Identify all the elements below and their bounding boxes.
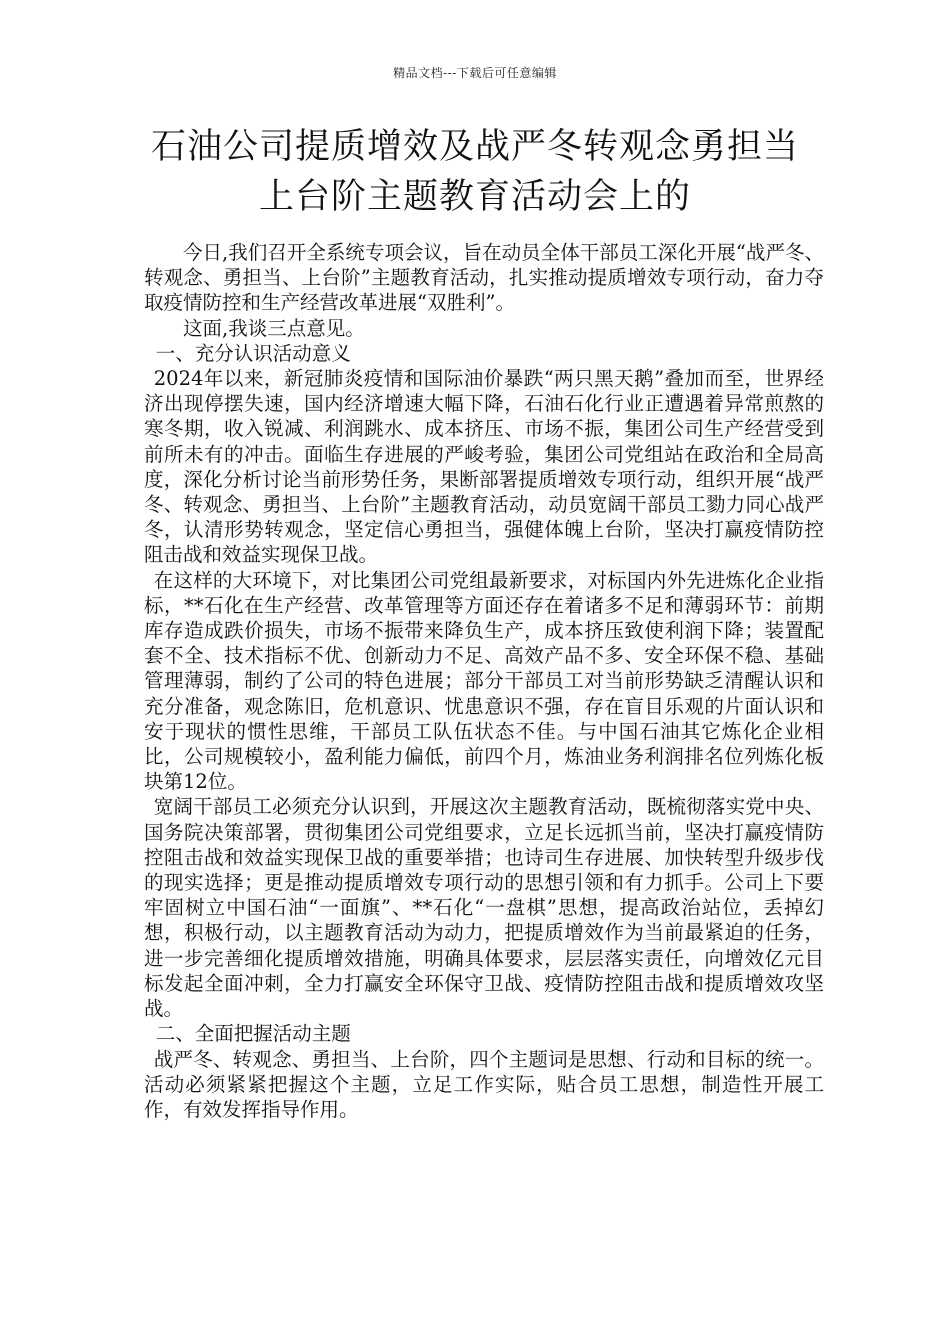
paragraph-recognition: 宽阔干部员工必须充分认识到，开展这次主题教育活动，既梳彻落实党中央、国务院决策部署，贯彻集团公司党组要求，立足长远抓当前，坚决打赢疫情防控阻击战和效益实现保卫战的重要举措；也诗司生存进展、加快转型升级步伐的现实选择；更是推动提质增效专项行动的思想引领和有力抓手。公司上下要牢固树立中国石油“一面旗”、**石化“一盘棋”思想，提高政治站位，丢掉幻想，积极行动，以主题教育活动为动力，把提质增效作为当前最紧迫的任务，进一步完善细化提质增效措施，明确具体要求，层层落实责任，向增效亿元目标发起全面冲刺，全力打赢安全环保守卫战、疫情防控阻击战和提质增效攻坚战。 [144,795,824,1021]
paragraph-background: 2024年以来，新冠肺炎疫情和国际油价暴跌“两只黑天鹅”叠加而至，世界经济出现停摆失速，国内经济增速大幅下降，石油石化行业正遭遇着异常煎熬的寒冬期，收入锐减、利润跳水、成本挤压、市场不振，集团公司生产经营受到前所未有的冲击。面临生存进展的严峻考验，集团公司党组站在政治和全局高度，深化分析讨论当前形势任务，果断部署提质增效专项行动，组织开展“战严冬、转观念、勇担当、上台阶”主题教育活动，动员宽阔干部员工勠力同心战严冬，认清形势转观念，坚定信心勇担当，强健体魄上台阶，坚决打赢疫情防控阻击战和效益实现保卫战。 [144,367,824,567]
section-heading-2: 二、全面把握活动主题 [155,1022,351,1046]
paragraph-intro: 今日,我们召开全系统专项会议，旨在动员全体干部员工深化开展“战严冬、转观念、勇担当、上台阶”主题教育活动，扎实推动提质增效专项行动，奋力夺取疫情防控和生产经营改革进展“双胜利”。 [144,241,824,315]
paragraph-weaknesses: 在这样的大环境下，对比集团公司党组最新要求，对标国内外先进炼化企业指标，**石化在生产经营、改革管理等方面还存在着诸多不足和薄弱环节：前期库存造成跌价损失，市场不振带来降负生产，成本挤压致使利润下降；装置配套不全、技术指标不优、创新动力不足、高效产品不多、安全环保不稳、基础管理薄弱，制约了公司的特色进展；部分干部员工对当前形势缺乏清醒认识和充分准备，观念陈旧，危机意识、忧患意识不强，存在盲目乐观的片面认识和安于现状的惯性思维，干部员工队伍状态不佳。与中国石油其它炼化企业相比，公司规模较小，盈利能力偏低，前四个月，炼油业务利润排名位列炼化板块第12位。 [144,568,824,794]
title-line-1: 石油公司提质增效及战严冬转观念勇担当 [150,127,799,167]
document-body [144,240,824,1122]
header-note: 精品文档---下载后可任意编辑 [393,66,557,80]
paragraph-outline: 这面,我谈三点意见。 [183,316,365,340]
document-title [120,122,830,222]
title-line-2: 上台阶主题教育活动会上的 [258,177,691,217]
paragraph-theme: 战严冬、转观念、勇担当、上台阶，四个主题词是思想、行动和目标的统一。活动必须紧紧把握这个主题，立足工作实际，贴合员工思想，制造性开展工作，有效发挥指导作用。 [144,1047,824,1121]
section-heading-1: 一、充分认识活动意义 [155,341,351,365]
